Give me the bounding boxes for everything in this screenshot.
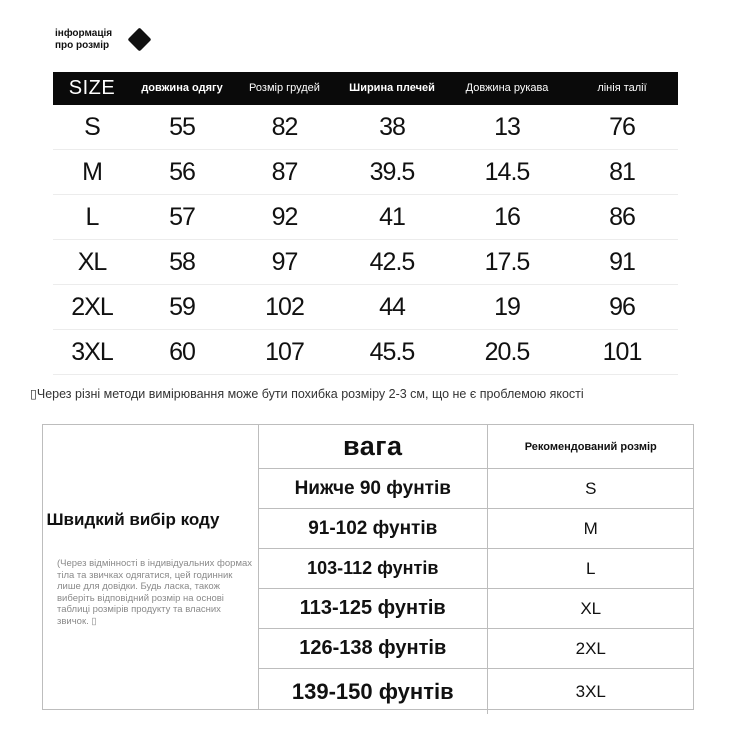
cell-shoulder: 41 [336, 195, 448, 240]
table-row [259, 669, 694, 715]
heading-line-2: про розмір [55, 40, 110, 51]
weight-range-cell: 126-138 фунтів [259, 629, 487, 669]
measurement-disclaimer: ▯Через різні методи вимірювання може бути похибка розміру 2-3 см, що не є проблемою якості [30, 387, 584, 401]
cell-length: 59 [131, 285, 233, 330]
recommended-size-column-header: Рекомендований розмір [487, 425, 694, 469]
cell-chest: 97 [233, 240, 336, 285]
cell-waist: 91 [566, 240, 678, 285]
column-header-size: SIZE [53, 72, 131, 105]
weight-column-header: вага [259, 425, 487, 469]
table-row [53, 195, 678, 240]
cell-waist: 101 [566, 330, 678, 375]
recommended-size-cell: XL [487, 589, 694, 629]
heading-line-1: інформація [55, 28, 113, 39]
cell-shoulder: 44 [336, 285, 448, 330]
weight-range-cell: 103-112 фунтів [259, 549, 487, 589]
column-header-chest: Розмір грудей [233, 72, 336, 105]
cell-shoulder: 45.5 [336, 330, 448, 375]
cell-sleeve: 17.5 [448, 240, 566, 285]
cell-chest: 92 [233, 195, 336, 240]
size-chart-header-row [53, 72, 678, 105]
cell-waist: 96 [566, 285, 678, 330]
column-header-sleeve: Довжина рукава [448, 72, 566, 105]
size-chart-table [53, 72, 678, 375]
cell-sleeve: 13 [448, 105, 566, 150]
cell-shoulder: 38 [336, 105, 448, 150]
quick-size-selector [42, 424, 694, 710]
table-row [53, 150, 678, 195]
diamond-icon [127, 27, 151, 51]
table-row [259, 549, 694, 589]
table-row [259, 629, 694, 669]
cell-chest: 87 [233, 150, 336, 195]
cell-size: S [53, 105, 131, 150]
table-row [53, 105, 678, 150]
cell-size: XL [53, 240, 131, 285]
recommended-size-cell: L [487, 549, 694, 589]
cell-length: 56 [131, 150, 233, 195]
recommended-size-cell: S [487, 469, 694, 509]
table-row [53, 240, 678, 285]
cell-waist: 86 [566, 195, 678, 240]
table-row [259, 469, 694, 509]
cell-length: 58 [131, 240, 233, 285]
cell-length: 57 [131, 195, 233, 240]
weight-size-table [259, 425, 694, 714]
cell-waist: 76 [566, 105, 678, 150]
weight-range-cell: 91-102 фунтів [259, 509, 487, 549]
weight-range-cell: 113-125 фунтів [259, 589, 487, 629]
cell-shoulder: 39.5 [336, 150, 448, 195]
quick-select-title: Швидкий вибір коду [46, 510, 220, 529]
cell-size: 2XL [53, 285, 131, 330]
cell-size: L [53, 195, 131, 240]
weight-table-header-row [259, 425, 694, 469]
size-info-heading [55, 28, 112, 52]
table-row [53, 285, 678, 330]
cell-size: 3XL [53, 330, 131, 375]
cell-shoulder: 42.5 [336, 240, 448, 285]
cell-sleeve: 19 [448, 285, 566, 330]
column-header-waist: лінія талії [566, 72, 678, 105]
quick-select-note: (Через відмінності в індивідуальних формах тіла та звичках одягатися, цей годинник лише для довідки. Будь ласка, також виберіть відповідний розмір на основі таблиці розмірів продукту та власних звичок. ▯ [57, 558, 253, 627]
cell-length: 60 [131, 330, 233, 375]
column-header-length: довжина одягу [131, 72, 233, 105]
recommended-size-cell: M [487, 509, 694, 549]
quick-select-info-panel [43, 425, 259, 709]
column-header-shoulder: Ширина плечей [336, 72, 448, 105]
cell-length: 55 [131, 105, 233, 150]
cell-sleeve: 14.5 [448, 150, 566, 195]
recommended-size-cell: 2XL [487, 629, 694, 669]
cell-sleeve: 20.5 [448, 330, 566, 375]
cell-size: M [53, 150, 131, 195]
weight-range-cell: Нижче 90 фунтів [259, 469, 487, 509]
cell-sleeve: 16 [448, 195, 566, 240]
table-row [53, 330, 678, 375]
table-row [259, 509, 694, 549]
table-row [259, 589, 694, 629]
cell-chest: 82 [233, 105, 336, 150]
cell-chest: 102 [233, 285, 336, 330]
cell-waist: 81 [566, 150, 678, 195]
recommended-size-cell: 3XL [575, 681, 606, 701]
weight-range-cell: 139-150 фунтів [259, 669, 487, 715]
cell-chest: 107 [233, 330, 336, 375]
